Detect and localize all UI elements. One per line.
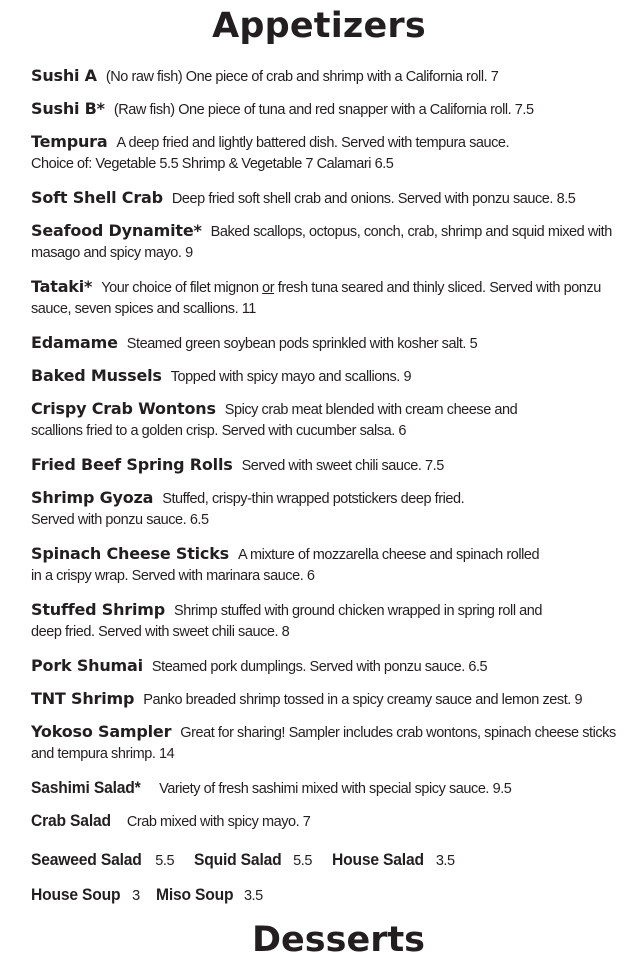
item-description: A mixture of mozzarella cheese and spinach rolled — [237, 547, 540, 563]
menu-item — [31, 275, 616, 321]
menu-item — [31, 331, 616, 354]
item-description: Served with sweet chili sauce. 7.5 — [241, 458, 444, 474]
item-name: TNT Shrimp — [31, 689, 135, 708]
soups-item-price: 3.5 — [243, 888, 263, 904]
menu-item — [31, 130, 616, 176]
item-description: Shrimp stuffed with ground chicken wrapped in spring roll and — [173, 603, 543, 619]
item-description: Spicy crab meat blended with cream cheese and — [224, 402, 518, 418]
item-description-cont: scallions fried to a golden crisp. Served with cucumber salsa. 6 — [31, 423, 406, 439]
salads-row — [31, 848, 455, 871]
item-name: Seafood Dynamite* — [31, 221, 202, 240]
item-name: Shrimp Gyoza — [31, 488, 154, 507]
menu-item — [31, 598, 616, 644]
item-description-cont: deep fried. Served with sweet chili sauce. 8 — [31, 624, 290, 640]
menu-item — [31, 809, 616, 832]
item-description: Baked scallops, octopus, conch, crab, shrimp and squid mixed with — [210, 224, 612, 240]
soups-item-name: House Soup — [31, 885, 121, 904]
soups-item-name: Miso Soup — [155, 885, 234, 904]
menu-item — [31, 687, 616, 710]
item-name: Sashimi Salad* — [31, 778, 141, 797]
item-description: Topped with spicy mayo and scallions. 9 — [170, 369, 412, 385]
salads-item-name: Seaweed Salad — [31, 850, 142, 869]
item-description: Stuffed, crispy-thin wrapped potstickers deep fried. — [162, 491, 465, 507]
item-description-cont: Served with ponzu sauce. 6.5 — [31, 512, 209, 528]
item-description: Your choice of filet mignon — [101, 280, 263, 296]
item-description: Great for sharing! Sampler includes crab wontons, spinach cheese sticks — [180, 725, 616, 741]
item-name: Pork Shumai — [31, 656, 143, 675]
menu-item — [31, 453, 616, 476]
item-description: (No raw fish) One piece of crab and shrimp with a California roll. 7 — [105, 69, 499, 85]
item-name: Sushi A — [31, 66, 97, 85]
item-description: Steamed green soybean pods sprinkled with kosher salt. 5 — [126, 336, 478, 352]
salads-item-price: 3.5 — [435, 853, 455, 869]
item-description: Deep fried soft shell crab and onions. Served with ponzu sauce. 8.5 — [171, 191, 576, 207]
menu-item — [31, 64, 616, 87]
menu-item — [31, 486, 616, 532]
item-description: Steamed pork dumplings. Served with ponzu sauce. 6.5 — [151, 659, 488, 675]
salads-item-name: Squid Salad — [194, 850, 282, 869]
item-description: A deep fried and lightly battered dish. Served with tempura sauce. — [116, 135, 510, 151]
item-description-cont: masago and spicy mayo. 9 — [31, 245, 193, 261]
item-name: Crab Salad — [31, 811, 111, 830]
item-name: Baked Mussels — [31, 366, 162, 385]
menu-item — [31, 219, 616, 265]
item-description: (Raw fish) One piece of tuna and red snapper with a California roll. 7.5 — [113, 102, 534, 118]
menu-item — [31, 97, 616, 120]
item-name: Spinach Cheese Sticks — [31, 544, 229, 563]
menu-item — [31, 397, 616, 443]
salads-item-price: 5.5 — [155, 853, 175, 869]
item-description: Variety of fresh sashimi mixed with special spicy sauce. 9.5 — [159, 781, 512, 797]
item-description: Crab mixed with spicy mayo. 7 — [126, 814, 311, 830]
item-description-emphasis: or — [262, 280, 275, 296]
menu-item — [31, 654, 616, 677]
item-description: Panko breaded shrimp tossed in a spicy creamy sauce and lemon zest. 9 — [143, 692, 583, 708]
item-description: fresh tuna seared and thinly sliced. Served with ponzu — [274, 280, 601, 296]
item-name: Soft Shell Crab — [31, 188, 163, 207]
item-name: Fried Beef Spring Rolls — [31, 455, 233, 474]
next-section-title: Desserts — [252, 920, 426, 960]
menu-item — [31, 720, 616, 766]
menu-item — [31, 186, 616, 209]
item-description-cont: Choice of: Vegetable 5.5 Shrimp & Vegetable 7 Calamari 6.5 — [31, 156, 394, 172]
salads-item-name: House Salad — [331, 850, 424, 869]
item-name: Yokoso Sampler — [31, 722, 172, 741]
soups-row — [31, 883, 263, 906]
item-description-cont: in a crispy wrap. Served with marinara sauce. 6 — [31, 568, 315, 584]
menu-item — [31, 364, 616, 387]
item-name: Tataki* — [31, 277, 93, 296]
menu-item — [31, 776, 616, 799]
item-name: Stuffed Shrimp — [31, 600, 165, 619]
item-description-cont: sauce, seven spices and scallions. 11 — [31, 301, 256, 317]
menu-item — [31, 542, 616, 588]
item-name: Sushi B* — [31, 99, 105, 118]
item-name: Tempura — [31, 132, 108, 151]
item-name: Crispy Crab Wontons — [31, 399, 216, 418]
soups-item-price: 3 — [132, 888, 140, 904]
item-name: Edamame — [31, 333, 118, 352]
salads-item-price: 5.5 — [293, 853, 312, 869]
page-title: Appetizers — [212, 6, 426, 46]
item-description-cont: and tempura shrimp. 14 — [31, 746, 175, 762]
